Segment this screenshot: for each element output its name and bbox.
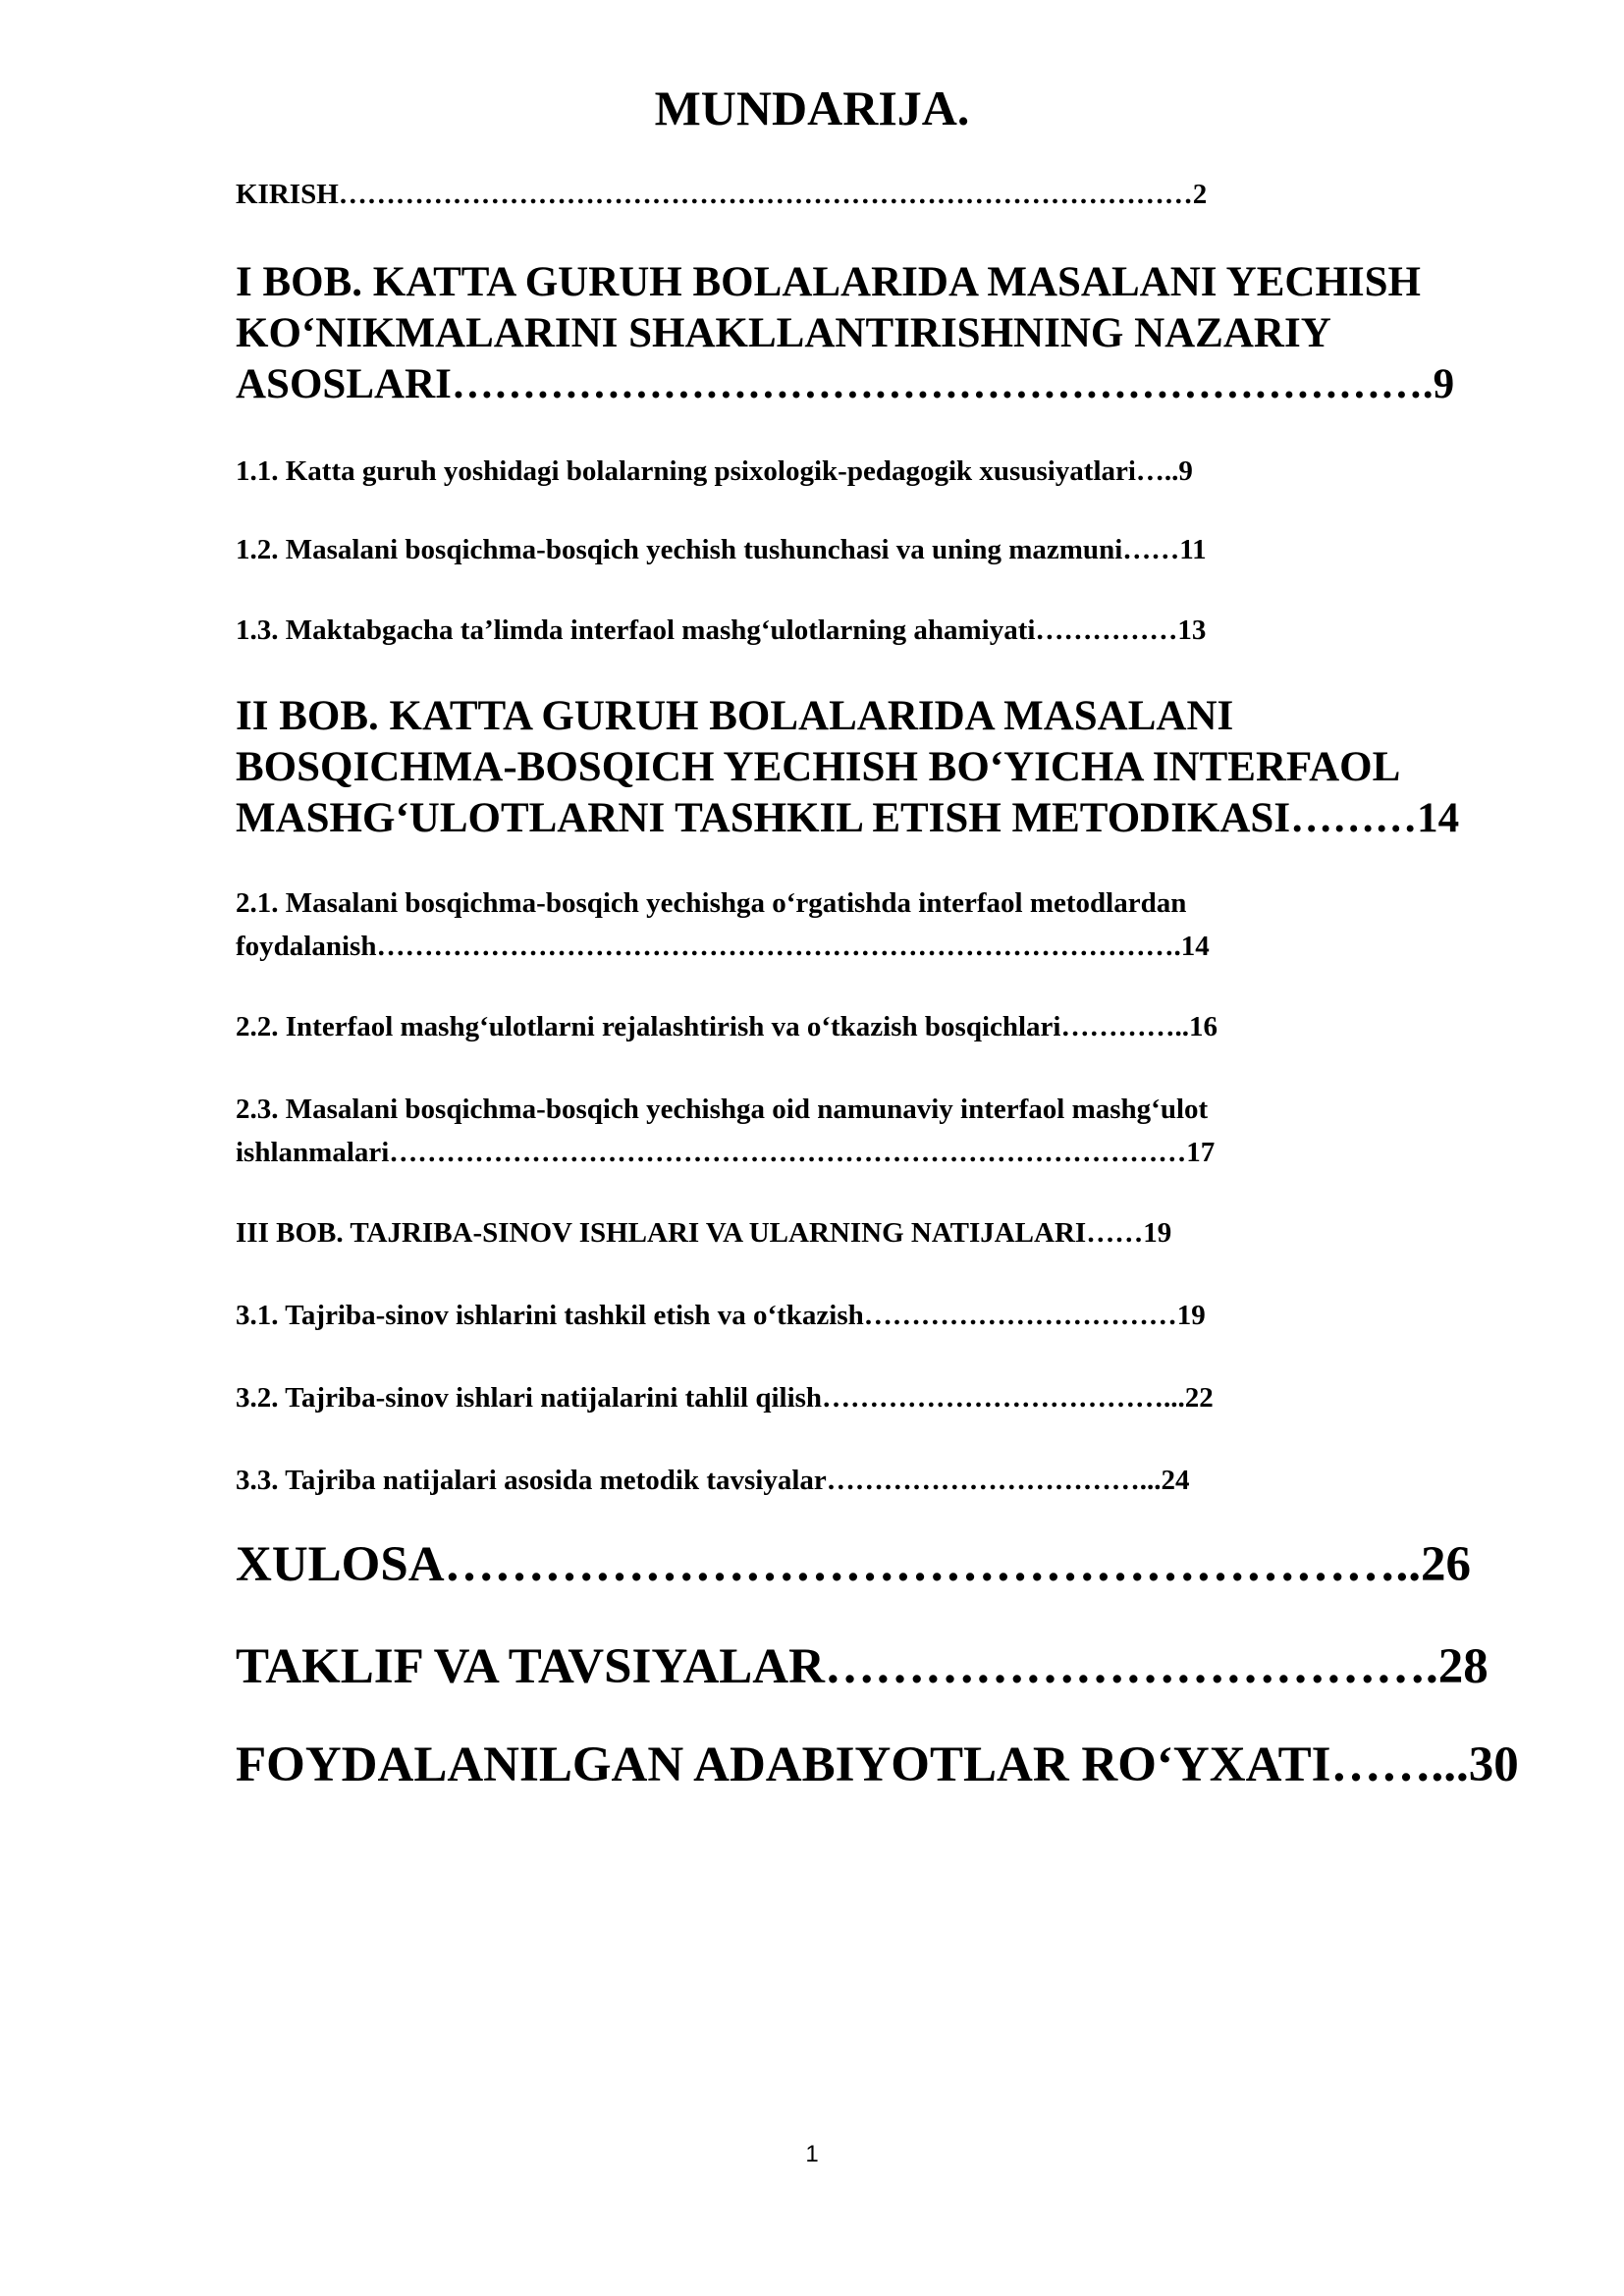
toc-entry-xulosa: XULOSA…………………………………………………..26 bbox=[236, 1537, 1472, 1592]
toc-entry-section-2-3-line-1: 2.3. Masalani bosqichma-bosqich yechishga oid namunaviy interfaol mashg‘ulot bbox=[236, 1094, 1209, 1125]
toc-entry-chapter-2 bbox=[236, 691, 1512, 844]
toc-entry-chapter-1-line-3: ASOSLARI…………………………………………………………….9 bbox=[236, 361, 1455, 407]
toc-entry-section-2-1-line-2: foydalanish………………………………………………………………………….14 bbox=[236, 931, 1210, 962]
toc-entry-section-2-3 bbox=[236, 1088, 1512, 1174]
toc-entry-chapter-1-line-2: KO‘NIKMALARINI SHAKLLANTIRISHNING NAZARIY bbox=[236, 310, 1331, 356]
toc-entry-section-2-1 bbox=[236, 881, 1512, 968]
toc-entry-section-1-3: 1.3. Maktabgacha ta’limda interfaol mashg‘ulotlarning ahamiyati……………13 bbox=[236, 614, 1207, 646]
page-title: MUNDARIJA. bbox=[654, 80, 970, 135]
toc-entry-adabiyotlar: FOYDALANILGAN ADABIYOTLAR RO‘YXATI……...30 bbox=[236, 1737, 1519, 1792]
toc-entry-chapter-1-line-1: I BOB. KATTA GURUH BOLALARIDA MASALANI YECHISH bbox=[236, 259, 1421, 305]
page-number: 1 bbox=[805, 2141, 819, 2167]
toc-entry-taklif: TAKLIF VA TAVSIYALAR……………………………….28 bbox=[236, 1639, 1489, 1694]
toc-entry-kirish: KIRISH………………………………………………………………………………2 bbox=[236, 179, 1208, 210]
toc-entry-chapter-2-line-2: BOSQICHMA-BOSQICH YECHISH BO‘YICHA INTERFAOL bbox=[236, 744, 1401, 790]
toc-entry-section-3-1: 3.1. Tajriba-sinov ishlarini tashkil etish va o‘tkazish……………………………19 bbox=[236, 1300, 1206, 1331]
toc-entry-section-2-1-line-1: 2.1. Masalani bosqichma-bosqich yechishga o‘rgatishda interfaol metodlardan bbox=[236, 887, 1187, 919]
toc-entry-chapter-2-line-1: II BOB. KATTA GURUH BOLALARIDA MASALANI bbox=[236, 693, 1234, 739]
toc-entry-chapter-1 bbox=[236, 257, 1512, 410]
toc-entry-section-1-1: 1.1. Katta guruh yoshidagi bolalarning psixologik-pedagogik xususiyatlari…..9 bbox=[236, 455, 1193, 487]
toc-entry-section-1-2: 1.2. Masalani bosqichma-bosqich yechish tushunchasi va uning mazmuni……11 bbox=[236, 534, 1207, 565]
toc-entry-section-2-3-line-2: ishlanmalari…………………………………………………………………………17 bbox=[236, 1137, 1216, 1168]
toc-entry-section-2-2: 2.2. Interfaol mashg‘ulotlarni rejalashtirish va o‘tkazish bosqichlari…………..16 bbox=[236, 1011, 1218, 1042]
toc-entry-chapter-3: III BOB. TAJRIBA-SINOV ISHLARI VA ULARNING NATIJALARI……19 bbox=[236, 1217, 1172, 1249]
toc-entry-section-3-3: 3.3. Tajriba natijalari asosida metodik tavsiyalar……………………………...24 bbox=[236, 1465, 1190, 1496]
toc-entry-chapter-2-line-3: MASHG‘ULOTLARNI TASHKIL ETISH METODIKASI………14 bbox=[236, 795, 1460, 841]
toc-entry-section-3-2: 3.2. Tajriba-sinov ishlari natijalarini tahlil qilish………………………………...22 bbox=[236, 1382, 1214, 1414]
